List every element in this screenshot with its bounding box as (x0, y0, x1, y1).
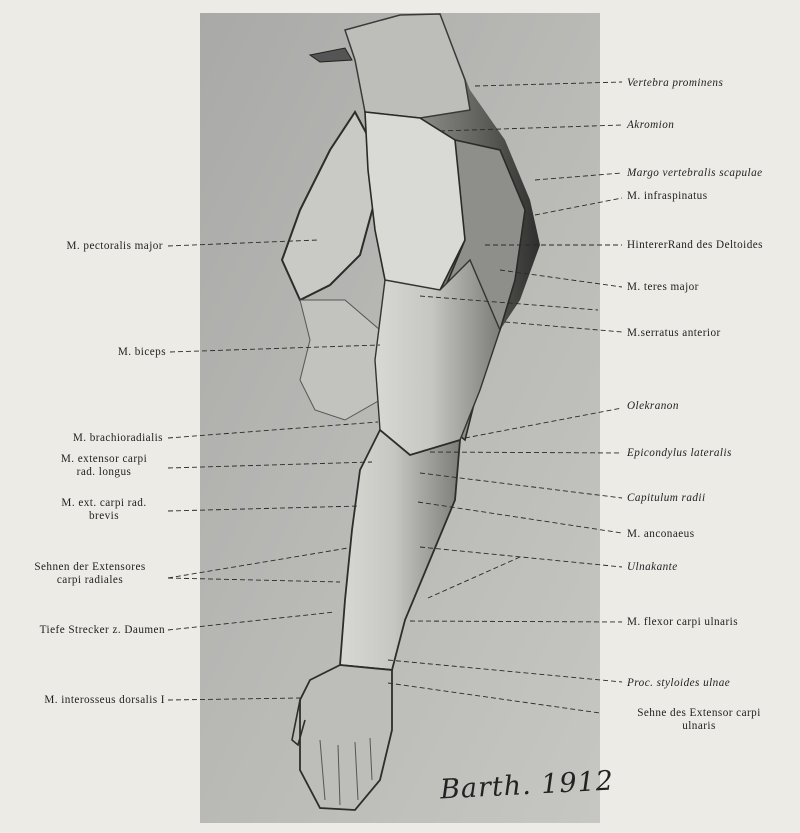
label-line: carpi radiales (56, 573, 124, 586)
label-line: Sehne des Extensor carpi (637, 707, 761, 719)
label-line: brevis (88, 509, 120, 522)
label-epicondylus: Epicondylus lateralis (627, 447, 732, 459)
label-serratus-anterior: M.serratus anterior (627, 327, 721, 339)
label-ulnakante: Ulnakante (627, 561, 678, 573)
label-brachioradialis: M. brachioradialis (72, 432, 163, 444)
label-margo-vertebralis: Margo vertebralis scapulae (627, 167, 763, 179)
label-sehne-extensor-carpi-ulnaris (604, 707, 794, 732)
label-ext-carpi-rad-brevis (40, 497, 168, 522)
label-flexor-carpi-ulnaris: M. flexor carpi ulnaris (627, 616, 739, 628)
label-infraspinatus: M. infraspinatus (627, 190, 708, 202)
label-line: rad. longus (76, 465, 132, 478)
label-hinterer-rand: HintererRand des Deltoides (627, 239, 763, 251)
label-line: Sehnen der Extensores (34, 561, 146, 573)
label-teres-major: M. teres major (627, 281, 699, 293)
label-sehnen-extensores (10, 561, 170, 586)
label-vertebra-prominens: Vertebra prominens (627, 77, 724, 89)
label-pectoralis-major: M. pectoralis major (66, 240, 163, 252)
label-capitulum-radii: Capitulum radii (627, 492, 706, 504)
label-biceps: M. biceps (117, 346, 166, 358)
label-line: ulnaris (682, 719, 716, 732)
label-tiefe-strecker: Tiefe Strecker z. Daumen (39, 624, 165, 636)
label-ext-carpi-rad-longus (40, 453, 168, 478)
label-line: M. ext. carpi rad. (61, 497, 147, 509)
label-line: M. extensor carpi (60, 453, 148, 465)
label-akromion: Akromion (627, 119, 675, 131)
label-interosseus: M. interosseus dorsalis I (44, 694, 165, 706)
artist-signature: Barth. 1912 (439, 765, 615, 806)
label-olekranon: Olekranon (627, 400, 679, 412)
label-anconaeus: M. anconaeus (627, 528, 695, 540)
label-proc-styloides: Proc. styloides ulnae (627, 677, 731, 689)
